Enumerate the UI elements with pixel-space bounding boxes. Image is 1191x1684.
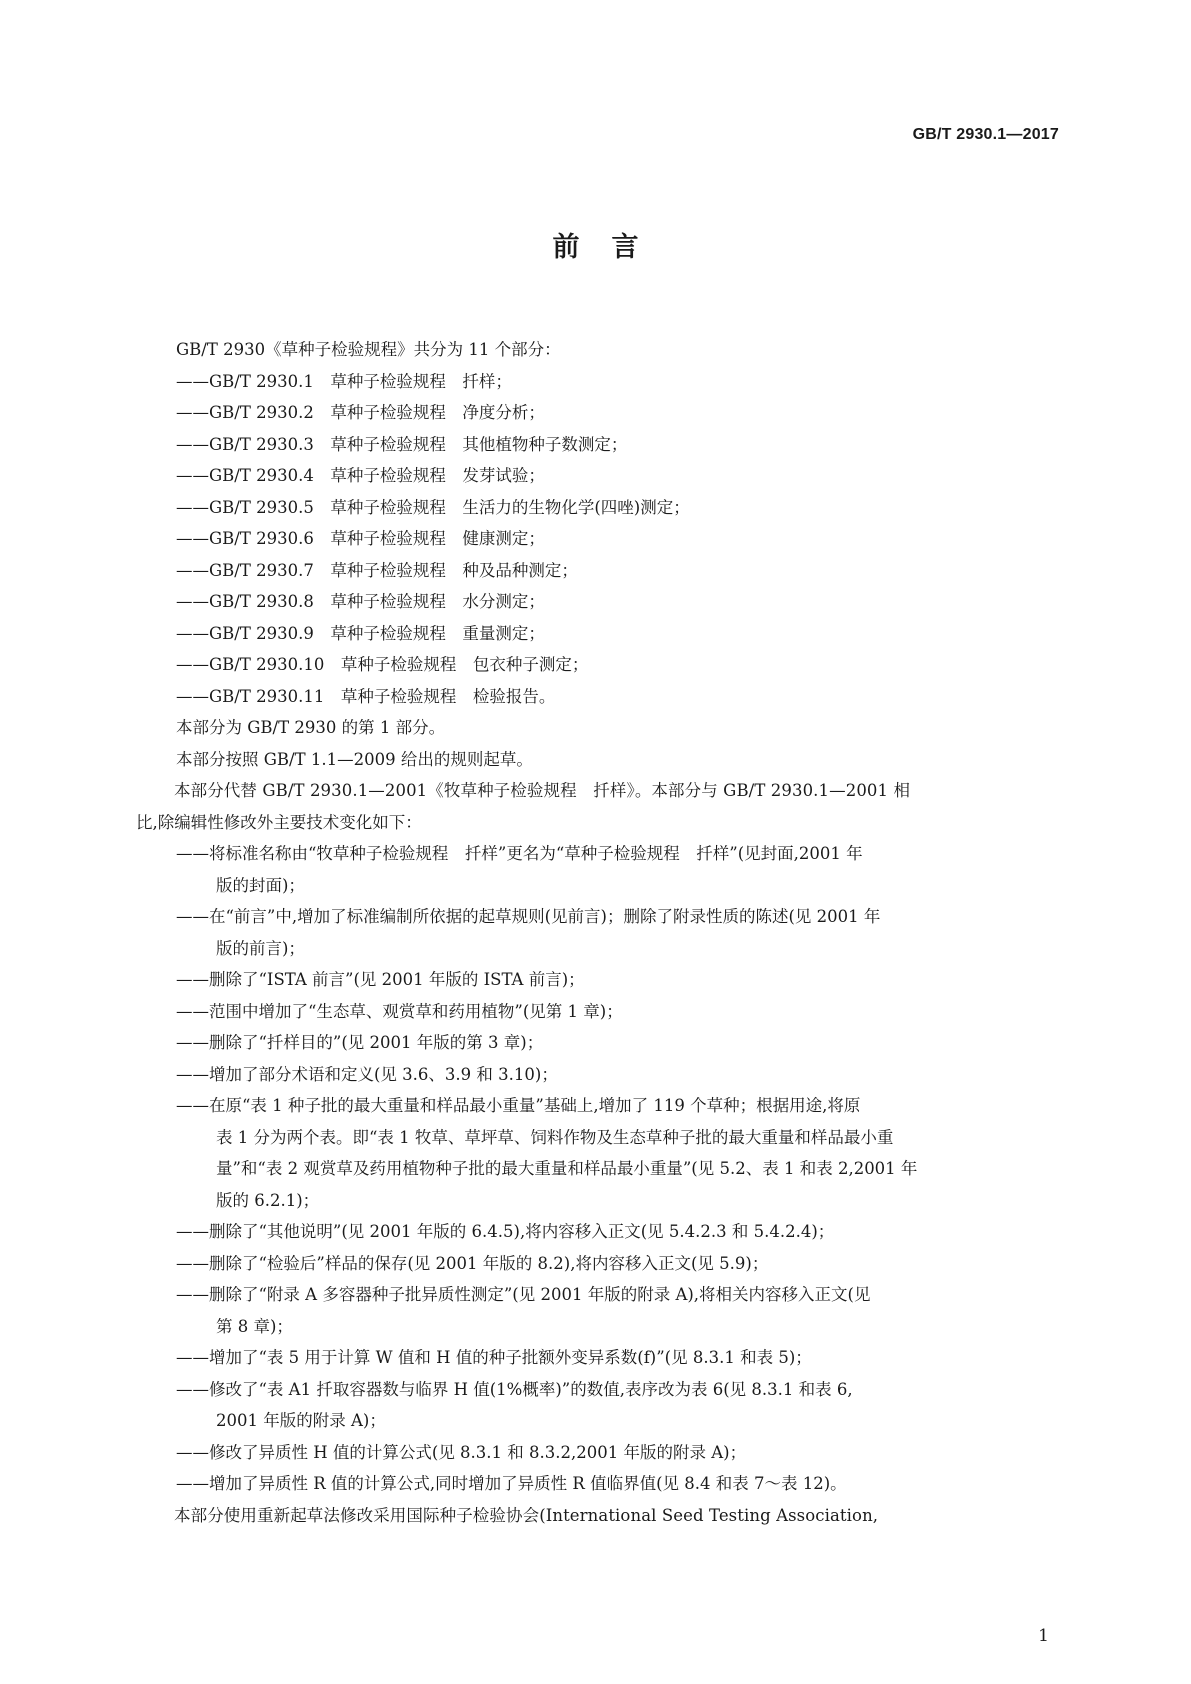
change-item: ——修改了“表 A1 扦取容器数与临界 H 值(1%概率)”的数值,表序改为表 6(见 8.3.1 和表 6, xyxy=(176,1379,853,1399)
change-item: ——在“前言”中,增加了标准编制所依据的起草规则(见前言)；删除了附录性质的陈述(见 2001 年 xyxy=(176,907,881,926)
part-list-item: ——GB/T 2930.1 草种子检验规程 扦样； xyxy=(176,371,512,391)
change-item-continuation: 版的 6.2.1)； xyxy=(216,1190,320,1210)
part-list-item: ——GB/T 2930.10 草种子检验规程 包衣种子测定； xyxy=(176,655,589,674)
replaces-paragraph-line: 比,除编辑性修改外主要技术变化如下： xyxy=(136,812,422,832)
change-item-continuation: 量”和“表 2 观赏草及药用植物种子批的最大重量和样品最小重量”(见 5.2、表 1 和表 2,2001 年 xyxy=(216,1159,918,1178)
change-item: ——在原“表 1 种子批的最大重量和样品最小重量”基础上,增加了 119 个草种；根据用途,将原 xyxy=(176,1096,861,1115)
part-list-item: ——GB/T 2930.3 草种子检验规程 其他植物种子数测定； xyxy=(176,434,628,454)
intro-paragraph: GB/T 2930《草种子检验规程》共分为 11 个部分： xyxy=(176,340,561,359)
part-list-item: ——GB/T 2930.5 草种子检验规程 生活力的生物化学(四唑)测定； xyxy=(176,497,690,517)
part-list-item: ——GB/T 2930.9 草种子检验规程 重量测定； xyxy=(176,623,545,643)
change-item: ——增加了异质性 R 值的计算公式,同时增加了异质性 R 值临界值(见 8.4 和表 7～表 12)。 xyxy=(176,1474,847,1493)
change-item: ——删除了“检验后”样品的保存(见 2001 年版的 8.2),将内容移入正文(见 5.9)； xyxy=(176,1253,769,1273)
change-item: ——范围中增加了“生态草、观赏草和药用植物”(见第 1 章)； xyxy=(176,1001,623,1021)
standard-code: GB/T 2930.1—2017 xyxy=(912,126,1059,143)
change-item: ——增加了部分术语和定义(见 3.6、3.9 和 3.10)； xyxy=(176,1064,558,1084)
change-item-continuation: 表 1 分为两个表。即“表 1 牧草、草坪草、饲料作物及生态草种子批的最大重量和样品最小重 xyxy=(216,1127,894,1147)
change-item: ——修改了异质性 H 值的计算公式(见 8.3.1 和 8.3.2,2001 年版的附录 A)； xyxy=(176,1442,747,1462)
part-list-item: ——GB/T 2930.4 草种子检验规程 发芽试验； xyxy=(176,466,545,485)
part-list-item: ——GB/T 2930.11 草种子检验规程 检验报告。 xyxy=(176,686,556,706)
change-item-continuation: 第 8 章)； xyxy=(216,1316,293,1336)
change-item: ——删除了“附录 A 多容器种子批异质性测定”(见 2001 年版的附录 A),将相关内容移入正文(见 xyxy=(176,1285,871,1304)
part-list-item: ——GB/T 2930.7 草种子检验规程 种及品种测定； xyxy=(176,560,578,580)
drafting-rules-paragraph: 本部分按照 GB/T 1.1—2009 给出的规则起草。 xyxy=(176,749,533,769)
page-number: 1 xyxy=(1038,1626,1049,1646)
adoption-paragraph: 本部分使用重新起草法修改采用国际种子检验协会(International Seed Testing Association, xyxy=(174,1505,879,1525)
change-item: ——增加了“表 5 用于计算 W 值和 H 值的种子批额外变异系数(f)”(见 8.3.1 和表 5)； xyxy=(176,1348,812,1367)
change-item: ——删除了“扦样目的”(见 2001 年版的第 3 章)； xyxy=(176,1033,544,1052)
foreword-body xyxy=(136,334,1056,1531)
change-item-continuation: 版的前言)； xyxy=(216,938,305,958)
replaces-paragraph-line: 本部分代替 GB/T 2930.1—2001《牧草种子检验规程 扦样》。本部分与 GB/T 2930.1—2001 相 xyxy=(174,781,911,800)
part-list-item: ——GB/T 2930.8 草种子检验规程 水分测定； xyxy=(176,592,545,611)
change-item: ——删除了“ISTA 前言”(见 2001 年版的 ISTA 前言)； xyxy=(176,970,585,989)
change-item-continuation: 2001 年版的附录 A)； xyxy=(216,1411,386,1430)
change-item-continuation: 版的封面)； xyxy=(216,875,305,895)
part-list-item: ——GB/T 2930.6 草种子检验规程 健康测定； xyxy=(176,529,545,548)
part-list-item: ——GB/T 2930.2 草种子检验规程 净度分析； xyxy=(176,403,545,422)
change-item: ——删除了“其他说明”(见 2001 年版的 6.4.5),将内容移入正文(见 5.4.2.3 和 5.4.2.4)； xyxy=(176,1222,835,1241)
change-item: ——将标准名称由“牧草种子检验规程 扦样”更名为“草种子检验规程 扦样”(见封面,2001 年 xyxy=(176,844,863,863)
part-of-paragraph: 本部分为 GB/T 2930 的第 1 部分。 xyxy=(176,718,446,737)
page-title: 前言 xyxy=(552,232,671,263)
